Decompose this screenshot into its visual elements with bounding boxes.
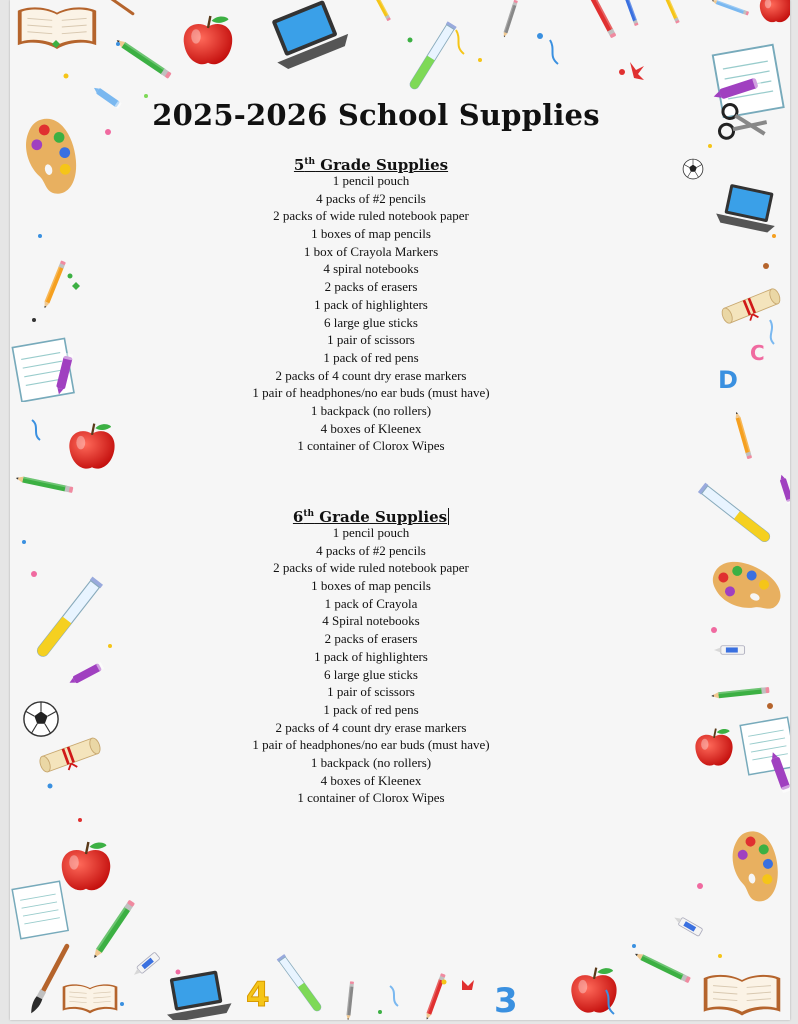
test-tube-icon: [277, 954, 323, 1013]
laptop-icon: [262, 0, 352, 72]
glue-tube-icon: [672, 914, 703, 937]
list-item: 2 packs of wide ruled notebook paper: [273, 208, 469, 224]
section-heading: 6th Grade Supplies: [292, 508, 448, 526]
list-item: 2 packs of 4 count dry erase markers: [275, 719, 467, 735]
list-item: 4 packs of #2 pencils: [316, 190, 426, 206]
pencil-icon: [15, 475, 73, 493]
list-item: 1 boxes of map pencils: [311, 578, 431, 594]
list-item: 1 pencil pouch: [332, 173, 410, 188]
fifth-grade-section: [10, 152, 732, 455]
glue-tube-icon: [131, 952, 160, 978]
letter-block-icon: D: [718, 366, 738, 394]
laptop-icon: [161, 969, 233, 1020]
apple-icon: [760, 0, 790, 22]
list-item: 4 boxes of Kleenex: [320, 420, 422, 436]
list-item: 1 pack of highlighters: [314, 296, 428, 312]
list-item: 1 backpack (no rollers): [310, 402, 432, 418]
sixth-grade-section: [10, 504, 732, 807]
pencil-icon: [711, 0, 749, 16]
list-item: 1 container of Clorox Wipes: [297, 438, 445, 454]
list-item: 4 boxes of Kleenex: [320, 772, 422, 788]
notebook-icon: [740, 717, 790, 775]
pencil-icon: [734, 411, 752, 459]
apple-icon: [184, 16, 233, 64]
pencil-icon: [502, 0, 518, 38]
open-book-icon: [704, 975, 781, 1016]
list-item: 2 packs of erasers: [324, 631, 418, 647]
number-block-icon: 4: [246, 975, 270, 1015]
list-item: 1 box of Crayola Markers: [303, 243, 439, 259]
list-item: 2 packs of wide ruled notebook paper: [273, 560, 469, 576]
list-item: 1 pair of headphones/no ear buds (must have): [252, 737, 490, 753]
apple-icon: [62, 842, 111, 890]
list-item: 6 large glue sticks: [324, 666, 418, 682]
pencil-icon: [622, 0, 639, 26]
page-title: 2025-2026 School Supplies: [152, 98, 600, 132]
pencil-icon: [634, 951, 691, 983]
pencil-icon: [346, 981, 354, 1020]
list-item: 2 packs of erasers: [324, 279, 418, 295]
pencil-icon: [584, 0, 617, 38]
pencil-icon: [424, 973, 445, 1020]
paint-brush-icon: [93, 0, 136, 16]
supply-list: [10, 172, 732, 455]
number-block-icon: 3: [494, 981, 518, 1020]
list-item: 1 pack of highlighters: [314, 648, 428, 664]
pencil-icon: [369, 0, 391, 21]
letter-block-icon: C: [750, 341, 765, 365]
list-item: 1 pack of Crayola: [324, 595, 418, 611]
supply-list: [10, 524, 732, 807]
paint-brush-icon: [28, 942, 71, 1015]
pencil-icon: [115, 38, 172, 79]
apple-icon: [571, 968, 616, 1013]
text-cursor: [448, 508, 449, 525]
list-item: 1 pair of headphones/no ear buds (must have): [252, 385, 490, 401]
list-item: 1 pair of scissors: [327, 332, 415, 348]
document-page: [10, 0, 790, 1020]
marker-icon: [769, 751, 790, 794]
list-item: 4 packs of #2 pencils: [316, 542, 426, 558]
list-item: 4 spiral notebooks: [323, 261, 419, 277]
list-item: 2 packs of 4 count dry erase markers: [275, 367, 467, 383]
list-item: 1 container of Clorox Wipes: [297, 790, 445, 806]
open-book-icon: [18, 7, 96, 49]
pencil-icon: [91, 900, 135, 960]
section-heading: 5th Grade Supplies: [293, 156, 449, 174]
paint-palette-icon: [728, 828, 783, 905]
list-item: 1 pack of red pens: [323, 701, 419, 717]
list-item: 4 Spiral notebooks: [322, 613, 420, 629]
list-item: 1 pair of scissors: [327, 684, 415, 700]
list-item: 1 backpack (no rollers): [310, 754, 432, 770]
test-tube-icon: [408, 21, 457, 91]
pencil-icon: [660, 0, 679, 24]
list-item: 1 boxes of map pencils: [311, 226, 431, 242]
list-item: 6 large glue sticks: [324, 314, 418, 330]
notebook-icon: [12, 881, 68, 939]
marker-icon: [778, 474, 790, 504]
list-item: 1 pencil pouch: [332, 525, 410, 540]
list-item: 1 pack of red pens: [323, 349, 419, 365]
open-book-icon: [63, 984, 118, 1013]
